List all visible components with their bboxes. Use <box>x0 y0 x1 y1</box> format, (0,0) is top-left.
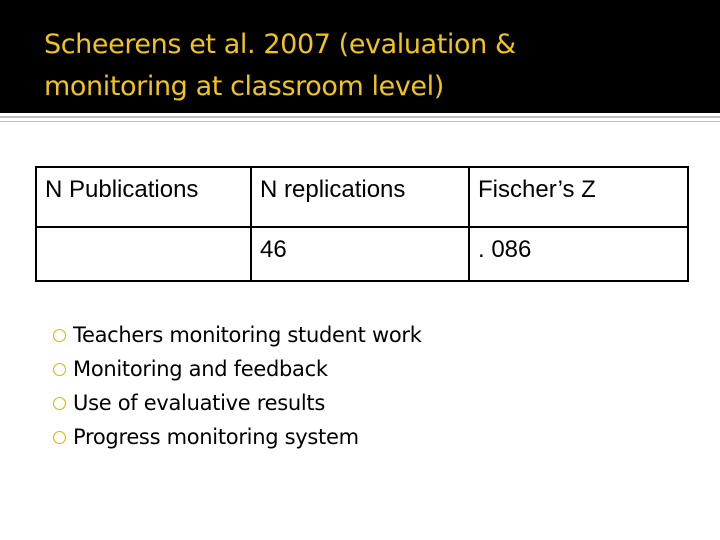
title-bar <box>0 0 720 113</box>
hollow-circle-bullet-icon <box>53 431 66 444</box>
bullet-text: Progress monitoring system <box>73 425 359 449</box>
slide-title: Scheerens et al. 2007 (evaluation & monitoring at classroom level) <box>44 29 516 102</box>
bullet-text: Teachers monitoring student work <box>73 323 422 347</box>
header-fischers-z: Fischer’s Z <box>469 167 688 227</box>
cell-n-replications: 46 <box>251 227 469 281</box>
bullet-list <box>53 318 422 454</box>
list-item <box>53 420 422 454</box>
hollow-circle-bullet-icon <box>53 329 66 342</box>
table-row <box>36 227 688 281</box>
header-n-replications: N replications <box>251 167 469 227</box>
bullet-text: Monitoring and feedback <box>73 357 328 381</box>
cell-fischers-z: . 086 <box>469 227 688 281</box>
hollow-circle-bullet-icon <box>53 397 66 410</box>
list-item <box>53 386 422 420</box>
bullet-text: Use of evaluative results <box>73 391 325 415</box>
title-divider-top <box>0 116 720 118</box>
list-item <box>53 352 422 386</box>
list-item <box>53 318 422 352</box>
hollow-circle-bullet-icon <box>53 363 66 376</box>
title-divider-bottom <box>0 121 720 122</box>
cell-n-publications <box>36 227 251 281</box>
table-header-row <box>36 167 688 227</box>
results-table <box>35 166 689 282</box>
header-n-publications: N Publications <box>36 167 251 227</box>
